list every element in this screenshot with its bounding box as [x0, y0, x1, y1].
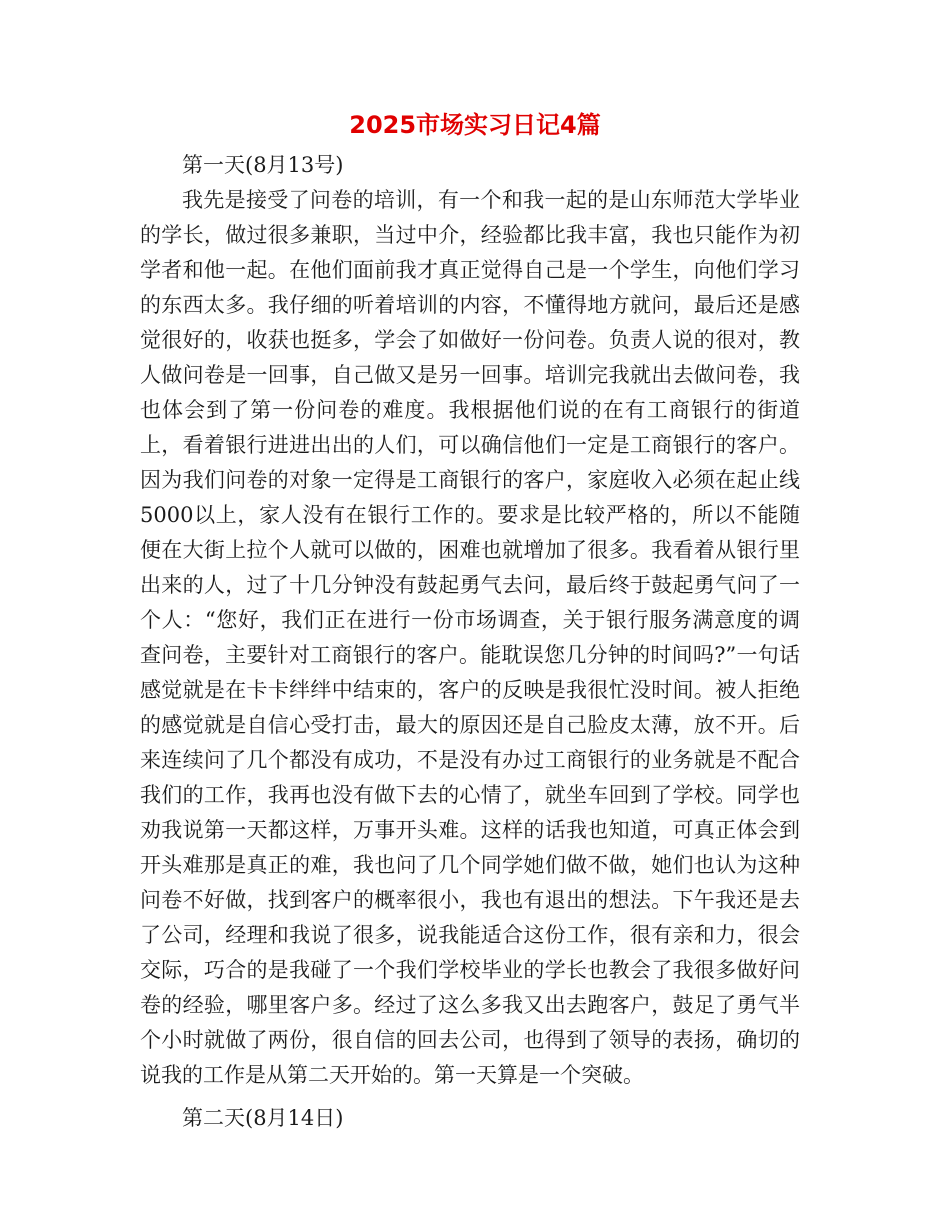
document-body [140, 148, 800, 1136]
document-title: 2025市场实习日记4篇 [349, 111, 601, 139]
day-two-heading: 第二天(8月14日) [182, 1106, 344, 1130]
day-one-paragraph: 我先是接受了问卷的培训，有一个和我一起的是山东师范大学毕业的学长，做过很多兼职，当过中介，经验都比我丰富，我也只能作为初学者和他一起。在他们面前我才真正觉得自己是一个学生，向他们学习的东西太多。我仔细的听着培训的内容，不懂得地方就问，最后还是感觉很好的，收获也挺多，学会了如做好一份问卷。负责人说的很对，教人做问卷是一回事，自己做又是另一回事。培训完我就出去做问卷，我也体会到了第一份问卷的难度。我根据他们说的在有工商银行的街道上，看着银行进进出出的人们，可以确信他们一定是工商银行的客户。因为我们问卷的对象一定得是工商银行的客户，家庭收入必须在起止线5000以上，家人没有在银行工作的。要求是比较严格的，所以不能随便在大街上拉个人就可以做的，困难也就增加了很多。我看着从银行里出来的人，过了十几分钟没有鼓起勇气去问，最后终于鼓起勇气问了一个人：“您好，我们正在进行一份市场调查，关于银行服务满意度的调查问卷，主要针对工商银行的客户。能耽误您几分钟的时间吗?”一句话感觉就是在卡卡绊绊中结束的，客户的反映是我很忙没时间。被人拒绝的感觉就是自信心受打击，最大的原因还是自己脸皮太薄，放不开。后来连续问了几个都没有成功，不是没有办过工商银行的业务就是不配合我们的工作，我再也没有做下去的心情了，就坐车回到了学校。同学也劝我说第一天都这样，万事开头难。这样的话我也知道，可真正体会到开头难那是真正的难，我也问了几个同学她们做不做，她们也认为这种问卷不好做，找到客户的概率很小，我也有退出的想法。下午我还是去了公司，经理和我说了很多，说我能适合这份工作，很有亲和力，很会交际，巧合的是我碰了一个我们学校毕业的学长也教会了我很多做好问卷的经验，哪里客户多。经过了这么多我又出去跑客户，鼓足了勇气半个小时就做了两份，很自信的回去公司，也得到了领导的表扬，确切的说我的工作是从第二天开始的。第一天算是一个突破。 [140, 188, 800, 1087]
day-one-heading: 第一天(8月13号) [182, 153, 344, 177]
